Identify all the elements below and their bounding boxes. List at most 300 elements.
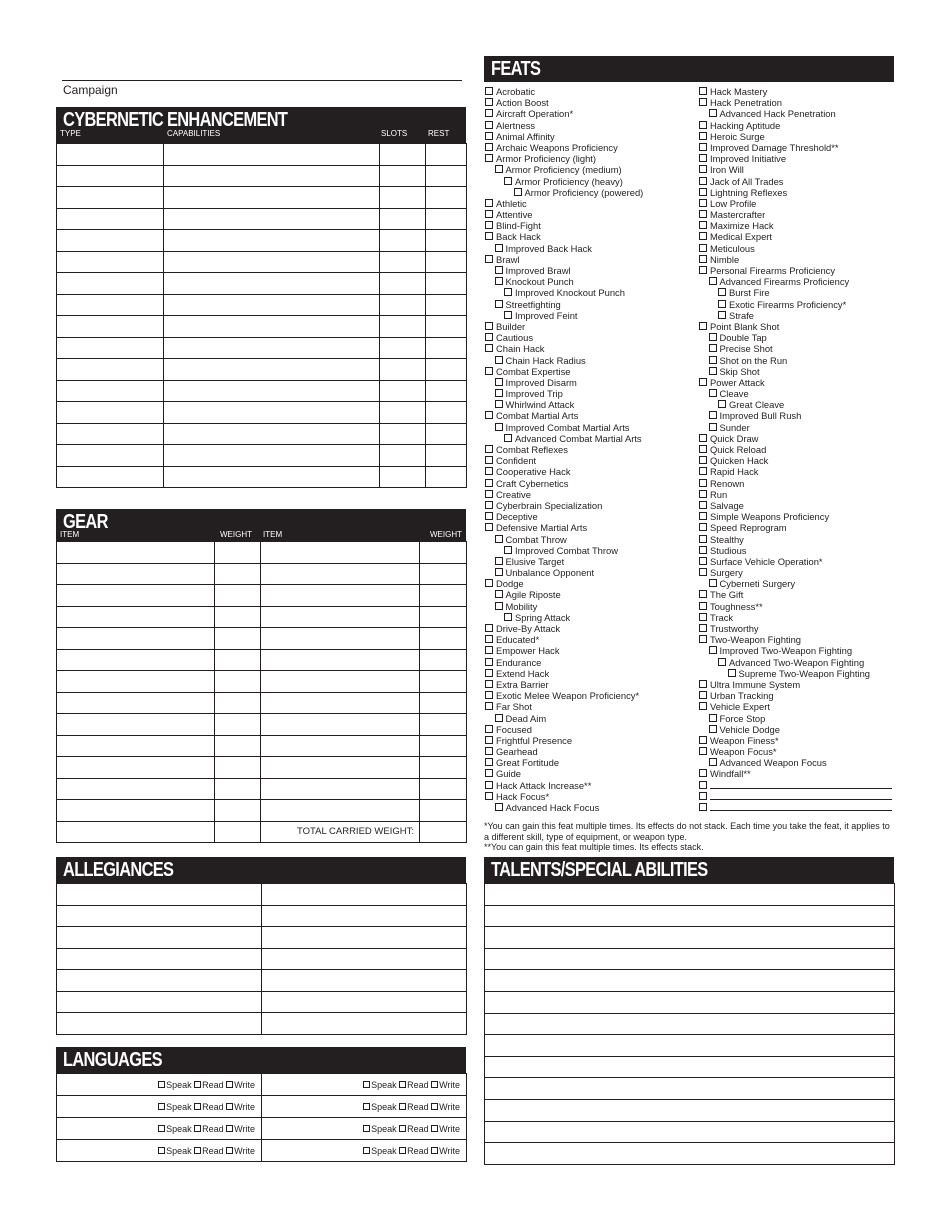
feat-item[interactable]: [485, 534, 643, 545]
gear-row-cell[interactable]: [420, 542, 467, 564]
feat-item[interactable]: [485, 86, 643, 97]
feat-item[interactable]: [485, 466, 643, 477]
feat-checkbox[interactable]: [495, 568, 503, 576]
feat-checkbox[interactable]: [485, 199, 493, 207]
feat-item[interactable]: [485, 142, 643, 153]
feat-item[interactable]: [485, 701, 643, 712]
gear-row-cell[interactable]: [215, 757, 261, 779]
feat-checkbox[interactable]: [709, 579, 717, 587]
feat-item[interactable]: [699, 780, 892, 791]
feat-checkbox[interactable]: [485, 691, 493, 699]
feat-checkbox[interactable]: [699, 188, 707, 196]
feat-checkbox[interactable]: [699, 232, 707, 240]
allegiance-row-cell[interactable]: [262, 991, 467, 1013]
feat-item[interactable]: [485, 422, 643, 433]
cyber-row-cell[interactable]: [164, 402, 380, 424]
feat-checkbox[interactable]: [699, 154, 707, 162]
feat-item[interactable]: [699, 556, 892, 567]
feat-checkbox[interactable]: [485, 624, 493, 632]
language-checkbox[interactable]: [363, 1081, 370, 1088]
feat-checkbox[interactable]: [699, 221, 707, 229]
feat-item[interactable]: [699, 231, 892, 242]
gear-row-cell[interactable]: [261, 671, 420, 693]
feat-item[interactable]: [485, 768, 643, 779]
feat-item[interactable]: [699, 589, 892, 600]
feat-checkbox[interactable]: [485, 646, 493, 654]
feat-item[interactable]: [699, 131, 892, 142]
talent-row-cell[interactable]: [485, 927, 895, 949]
gear-row-cell[interactable]: [261, 606, 420, 628]
feat-item[interactable]: [699, 142, 892, 153]
cyber-row-cell[interactable]: [426, 294, 467, 316]
feat-checkbox[interactable]: [495, 423, 503, 431]
language-row-cell[interactable]: [262, 1118, 467, 1140]
feat-item[interactable]: [485, 735, 643, 746]
cyber-row-cell[interactable]: [380, 316, 426, 338]
feat-item[interactable]: [485, 612, 643, 623]
feat-item[interactable]: [485, 578, 643, 589]
feat-checkbox[interactable]: [709, 725, 717, 733]
gear-row-cell[interactable]: [261, 735, 420, 757]
feat-checkbox[interactable]: [485, 232, 493, 240]
feat-checkbox[interactable]: [495, 535, 503, 543]
feat-checkbox[interactable]: [495, 400, 503, 408]
cyber-row-cell[interactable]: [57, 316, 164, 338]
cyber-row-cell[interactable]: [164, 445, 380, 467]
feat-checkbox[interactable]: [485, 411, 493, 419]
feat-checkbox[interactable]: [485, 121, 493, 129]
feat-checkbox[interactable]: [495, 389, 503, 397]
feat-item[interactable]: [485, 634, 643, 645]
feat-item[interactable]: [485, 679, 643, 690]
feat-checkbox[interactable]: [699, 535, 707, 543]
talent-row-cell[interactable]: [485, 970, 895, 992]
gear-row-cell[interactable]: [420, 606, 467, 628]
feat-item[interactable]: [485, 131, 643, 142]
feat-item[interactable]: [485, 299, 643, 310]
feat-checkbox[interactable]: [485, 255, 493, 263]
cyber-row-cell[interactable]: [380, 273, 426, 295]
feat-checkbox[interactable]: [709, 423, 717, 431]
feat-checkbox[interactable]: [718, 658, 726, 666]
cyber-row-cell[interactable]: [426, 380, 467, 402]
allegiance-row-cell[interactable]: [57, 1013, 262, 1035]
gear-row-cell[interactable]: [215, 585, 261, 607]
feat-checkbox[interactable]: [485, 322, 493, 330]
gear-row-cell[interactable]: [420, 671, 467, 693]
allegiance-row-cell[interactable]: [57, 970, 262, 992]
feat-checkbox[interactable]: [699, 132, 707, 140]
feat-item[interactable]: [485, 433, 643, 444]
gear-row-cell[interactable]: [420, 692, 467, 714]
feat-item[interactable]: [699, 120, 892, 131]
feat-item[interactable]: [485, 500, 643, 511]
feat-item[interactable]: [699, 355, 892, 366]
feat-checkbox[interactable]: [699, 244, 707, 252]
gear-row-cell[interactable]: [420, 735, 467, 757]
language-checkbox[interactable]: [158, 1147, 165, 1154]
language-checkbox[interactable]: [431, 1147, 438, 1154]
feat-checkbox[interactable]: [485, 769, 493, 777]
feat-item[interactable]: [699, 310, 892, 321]
feat-checkbox[interactable]: [485, 680, 493, 688]
feat-item[interactable]: [485, 220, 643, 231]
cyber-row-cell[interactable]: [164, 230, 380, 252]
allegiance-row-cell[interactable]: [57, 884, 262, 906]
feat-checkbox[interactable]: [709, 714, 717, 722]
allegiance-row-cell[interactable]: [262, 927, 467, 949]
feat-checkbox[interactable]: [699, 803, 707, 811]
feat-item[interactable]: [485, 321, 643, 332]
cyber-row-cell[interactable]: [57, 187, 164, 209]
feat-item[interactable]: [485, 153, 643, 164]
feat-checkbox[interactable]: [504, 546, 512, 554]
feat-checkbox[interactable]: [485, 221, 493, 229]
feat-item[interactable]: [485, 198, 643, 209]
feat-checkbox[interactable]: [495, 803, 503, 811]
language-row-cell[interactable]: [57, 1074, 262, 1096]
feat-item[interactable]: [699, 746, 892, 757]
gear-row-cell[interactable]: [261, 585, 420, 607]
feat-item[interactable]: [699, 254, 892, 265]
language-checkbox[interactable]: [399, 1081, 406, 1088]
feat-item[interactable]: [699, 276, 892, 287]
feat-checkbox[interactable]: [699, 613, 707, 621]
cyber-row-cell[interactable]: [380, 466, 426, 488]
feat-item[interactable]: [485, 176, 643, 187]
language-checkbox[interactable]: [158, 1081, 165, 1088]
language-checkbox[interactable]: [431, 1081, 438, 1088]
feat-item[interactable]: [699, 768, 892, 779]
feat-checkbox[interactable]: [718, 300, 726, 308]
feat-checkbox[interactable]: [699, 445, 707, 453]
feat-item[interactable]: [699, 545, 892, 556]
feat-checkbox[interactable]: [485, 456, 493, 464]
cyber-row-cell[interactable]: [57, 466, 164, 488]
feat-checkbox[interactable]: [485, 467, 493, 475]
gear-row-cell[interactable]: [57, 542, 215, 564]
feat-checkbox[interactable]: [718, 400, 726, 408]
feat-item[interactable]: [699, 388, 892, 399]
language-checkbox[interactable]: [399, 1103, 406, 1110]
feat-checkbox[interactable]: [699, 523, 707, 531]
talent-row-cell[interactable]: [485, 884, 895, 906]
feat-checkbox[interactable]: [699, 378, 707, 386]
feat-checkbox[interactable]: [485, 143, 493, 151]
cyber-row-cell[interactable]: [164, 423, 380, 445]
feat-checkbox[interactable]: [485, 658, 493, 666]
feat-checkbox[interactable]: [495, 602, 503, 610]
gear-row-cell[interactable]: [420, 649, 467, 671]
cyber-row-cell[interactable]: [164, 273, 380, 295]
cyber-row-cell[interactable]: [164, 165, 380, 187]
gear-row-cell[interactable]: [215, 735, 261, 757]
feat-item[interactable]: [485, 187, 643, 198]
feat-item[interactable]: [699, 612, 892, 623]
feat-checkbox[interactable]: [699, 121, 707, 129]
feat-item[interactable]: [699, 343, 892, 354]
feat-checkbox[interactable]: [699, 781, 707, 789]
gear-row-cell[interactable]: [261, 649, 420, 671]
cyber-row-cell[interactable]: [380, 359, 426, 381]
feat-checkbox[interactable]: [699, 602, 707, 610]
feat-blank-line[interactable]: [710, 791, 892, 800]
gear-row-cell[interactable]: [57, 563, 215, 585]
feat-checkbox[interactable]: [699, 210, 707, 218]
feat-checkbox[interactable]: [718, 311, 726, 319]
feat-checkbox[interactable]: [699, 434, 707, 442]
feat-item[interactable]: [699, 108, 892, 119]
feat-checkbox[interactable]: [699, 501, 707, 509]
language-checkbox[interactable]: [399, 1125, 406, 1132]
feat-checkbox[interactable]: [485, 490, 493, 498]
feat-item[interactable]: [699, 209, 892, 220]
cyber-row-cell[interactable]: [426, 359, 467, 381]
language-row-cell[interactable]: [57, 1096, 262, 1118]
gear-row-cell[interactable]: [420, 800, 467, 822]
feat-item[interactable]: [485, 343, 643, 354]
feat-checkbox[interactable]: [485, 98, 493, 106]
feat-item[interactable]: [699, 679, 892, 690]
cyber-row-cell[interactable]: [426, 273, 467, 295]
feat-item[interactable]: [699, 422, 892, 433]
language-row-cell[interactable]: [57, 1118, 262, 1140]
feat-checkbox[interactable]: [699, 165, 707, 173]
gear-row-cell[interactable]: [57, 735, 215, 757]
feat-checkbox[interactable]: [699, 557, 707, 565]
feat-checkbox[interactable]: [485, 501, 493, 509]
feat-checkbox[interactable]: [699, 736, 707, 744]
feat-item[interactable]: [485, 265, 643, 276]
feat-checkbox[interactable]: [699, 590, 707, 598]
feat-item[interactable]: [699, 522, 892, 533]
campaign-line[interactable]: [62, 80, 462, 81]
language-checkbox[interactable]: [399, 1147, 406, 1154]
feat-item[interactable]: [485, 120, 643, 131]
feat-item[interactable]: [485, 623, 643, 634]
feat-item[interactable]: [699, 220, 892, 231]
cyber-row-cell[interactable]: [164, 187, 380, 209]
feat-item[interactable]: [485, 355, 643, 366]
cyber-row-cell[interactable]: [380, 165, 426, 187]
cyber-row-cell[interactable]: [380, 230, 426, 252]
feat-item[interactable]: [699, 791, 892, 802]
feat-item[interactable]: [699, 645, 892, 656]
language-row-cell[interactable]: [57, 1140, 262, 1162]
feat-checkbox[interactable]: [718, 288, 726, 296]
talent-row-cell[interactable]: [485, 905, 895, 927]
language-checkbox[interactable]: [363, 1125, 370, 1132]
feat-item[interactable]: [699, 444, 892, 455]
gear-row-cell[interactable]: [57, 800, 215, 822]
cyber-row-cell[interactable]: [380, 208, 426, 230]
feat-item[interactable]: [485, 108, 643, 119]
feat-checkbox[interactable]: [485, 445, 493, 453]
feat-checkbox[interactable]: [485, 523, 493, 531]
feat-checkbox[interactable]: [699, 322, 707, 330]
feat-checkbox[interactable]: [699, 490, 707, 498]
language-checkbox[interactable]: [226, 1103, 233, 1110]
feat-item[interactable]: [699, 534, 892, 545]
talent-row-cell[interactable]: [485, 1035, 895, 1057]
cyber-row-cell[interactable]: [426, 144, 467, 166]
cyber-row-cell[interactable]: [380, 380, 426, 402]
cyber-row-cell[interactable]: [57, 423, 164, 445]
feat-item[interactable]: [485, 444, 643, 455]
language-checkbox[interactable]: [194, 1081, 201, 1088]
allegiance-row-cell[interactable]: [262, 1013, 467, 1035]
language-checkbox[interactable]: [158, 1125, 165, 1132]
allegiance-row-cell[interactable]: [262, 884, 467, 906]
feat-item[interactable]: [699, 164, 892, 175]
feat-item[interactable]: [485, 164, 643, 175]
feat-checkbox[interactable]: [709, 411, 717, 419]
feat-item[interactable]: [485, 243, 643, 254]
language-checkbox[interactable]: [431, 1103, 438, 1110]
language-checkbox[interactable]: [226, 1125, 233, 1132]
feat-checkbox[interactable]: [699, 98, 707, 106]
gear-row-cell[interactable]: [261, 692, 420, 714]
cyber-row-cell[interactable]: [164, 359, 380, 381]
feat-item[interactable]: [699, 176, 892, 187]
cyber-row-cell[interactable]: [57, 337, 164, 359]
feat-item[interactable]: [699, 410, 892, 421]
feat-checkbox[interactable]: [485, 781, 493, 789]
feat-checkbox[interactable]: [709, 367, 717, 375]
feat-checkbox[interactable]: [699, 87, 707, 95]
language-checkbox[interactable]: [363, 1103, 370, 1110]
gear-row-cell[interactable]: [420, 757, 467, 779]
feat-item[interactable]: [485, 310, 643, 321]
cyber-row-cell[interactable]: [426, 165, 467, 187]
feat-checkbox[interactable]: [699, 143, 707, 151]
feat-checkbox[interactable]: [699, 199, 707, 207]
feat-checkbox[interactable]: [709, 356, 717, 364]
allegiance-row-cell[interactable]: [57, 948, 262, 970]
feat-checkbox[interactable]: [728, 669, 736, 677]
feat-blank-line[interactable]: [710, 780, 892, 789]
cyber-row-cell[interactable]: [426, 251, 467, 273]
cyber-row-cell[interactable]: [380, 337, 426, 359]
feat-checkbox[interactable]: [485, 479, 493, 487]
feat-checkbox[interactable]: [699, 456, 707, 464]
cyber-row-cell[interactable]: [380, 144, 426, 166]
cyber-row-cell[interactable]: [164, 294, 380, 316]
feat-item[interactable]: [485, 746, 643, 757]
feat-checkbox[interactable]: [709, 389, 717, 397]
gear-row-cell[interactable]: [215, 800, 261, 822]
gear-row-cell[interactable]: [420, 821, 467, 843]
feat-item[interactable]: [485, 455, 643, 466]
feat-item[interactable]: [485, 690, 643, 701]
gear-row-cell[interactable]: [215, 606, 261, 628]
cyber-row-cell[interactable]: [426, 445, 467, 467]
feat-checkbox[interactable]: [709, 758, 717, 766]
feat-checkbox[interactable]: [699, 702, 707, 710]
feat-item[interactable]: [699, 489, 892, 500]
cyber-row-cell[interactable]: [426, 466, 467, 488]
feat-item[interactable]: [485, 399, 643, 410]
gear-row-cell[interactable]: [420, 585, 467, 607]
language-row-cell[interactable]: [262, 1074, 467, 1096]
gear-row-cell[interactable]: [57, 585, 215, 607]
gear-row-cell[interactable]: [215, 671, 261, 693]
feat-checkbox[interactable]: [709, 344, 717, 352]
gear-row-cell[interactable]: [261, 800, 420, 822]
talent-row-cell[interactable]: [485, 1078, 895, 1100]
feat-item[interactable]: [485, 724, 643, 735]
feat-checkbox[interactable]: [485, 367, 493, 375]
feat-item[interactable]: [699, 399, 892, 410]
feat-item[interactable]: [699, 690, 892, 701]
gear-row-cell[interactable]: [57, 714, 215, 736]
feat-item[interactable]: [485, 377, 643, 388]
feat-item[interactable]: [699, 243, 892, 254]
gear-row-cell[interactable]: [261, 563, 420, 585]
feat-checkbox[interactable]: [699, 691, 707, 699]
gear-row-cell[interactable]: [215, 542, 261, 564]
language-checkbox[interactable]: [158, 1103, 165, 1110]
gear-row-cell[interactable]: [215, 628, 261, 650]
feat-item[interactable]: [699, 321, 892, 332]
talent-row-cell[interactable]: [485, 948, 895, 970]
language-checkbox[interactable]: [194, 1147, 201, 1154]
feat-blank-line[interactable]: [710, 802, 892, 811]
feat-item[interactable]: [699, 198, 892, 209]
cyber-row-cell[interactable]: [57, 445, 164, 467]
feat-checkbox[interactable]: [699, 792, 707, 800]
feat-item[interactable]: [485, 332, 643, 343]
feat-item[interactable]: [485, 657, 643, 668]
feat-item[interactable]: [485, 478, 643, 489]
cyber-row-cell[interactable]: [380, 402, 426, 424]
feat-checkbox[interactable]: [495, 266, 503, 274]
gear-row-cell[interactable]: [57, 778, 215, 800]
allegiance-row-cell[interactable]: [262, 905, 467, 927]
language-checkbox[interactable]: [226, 1147, 233, 1154]
feat-item[interactable]: [485, 522, 643, 533]
feat-checkbox[interactable]: [495, 557, 503, 565]
cyber-row-cell[interactable]: [57, 273, 164, 295]
allegiance-row-cell[interactable]: [57, 905, 262, 927]
feat-item[interactable]: [699, 433, 892, 444]
feat-item[interactable]: [699, 511, 892, 522]
feat-checkbox[interactable]: [699, 769, 707, 777]
gear-row-cell[interactable]: [215, 692, 261, 714]
feat-item[interactable]: [485, 489, 643, 500]
feat-checkbox[interactable]: [504, 288, 512, 296]
gear-row-cell[interactable]: [57, 692, 215, 714]
language-checkbox[interactable]: [194, 1103, 201, 1110]
feat-item[interactable]: [699, 668, 892, 679]
cyber-row-cell[interactable]: [164, 208, 380, 230]
feat-item[interactable]: [699, 724, 892, 735]
cyber-row-cell[interactable]: [57, 251, 164, 273]
feat-item[interactable]: [699, 466, 892, 477]
feat-item[interactable]: [699, 332, 892, 343]
gear-row-cell[interactable]: [57, 671, 215, 693]
feat-item[interactable]: [485, 410, 643, 421]
cyber-row-cell[interactable]: [57, 359, 164, 381]
feat-checkbox[interactable]: [699, 177, 707, 185]
feat-item[interactable]: [485, 231, 643, 242]
feat-checkbox[interactable]: [699, 546, 707, 554]
feat-checkbox[interactable]: [699, 747, 707, 755]
talent-row-cell[interactable]: [485, 1013, 895, 1035]
feat-item[interactable]: [485, 511, 643, 522]
allegiance-row-cell[interactable]: [262, 970, 467, 992]
feat-checkbox[interactable]: [495, 277, 503, 285]
